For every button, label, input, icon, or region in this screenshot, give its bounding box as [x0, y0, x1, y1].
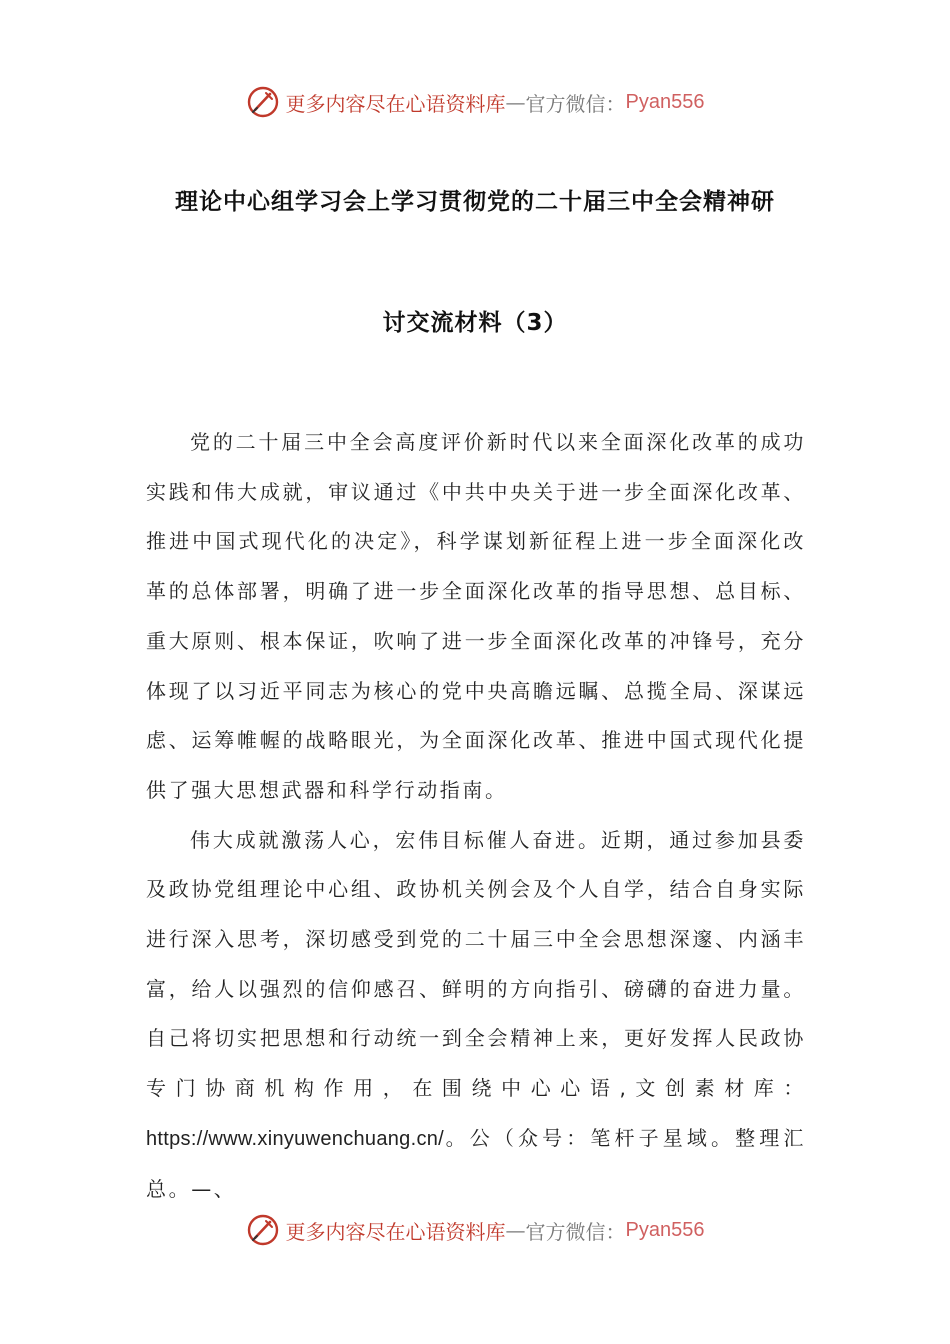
- pen-logo-icon: [246, 85, 280, 119]
- footer-watermark-banner: [0, 1210, 950, 1250]
- pen-logo-icon: [246, 1213, 280, 1247]
- header-watermark-banner: [0, 82, 950, 122]
- banner-dash: —: [505, 1218, 526, 1242]
- banner-wechat-id: Pyan556: [625, 1218, 705, 1241]
- paragraph-2-url: https://www.xinyuwenchuang.cn/: [146, 1127, 445, 1150]
- paragraph-2: [146, 816, 806, 1215]
- paragraph-2-text: 伟大成就激荡人心，宏伟目标催人奋进。近期，通过参加县委及政协党组理论中心组、政协机关例会及个人自学，结合自身实际进行深入思考，深切感受到党的二十届三中全会思想深邃、内涵丰富，给人以强烈的信仰感召、鲜明的方向指引、磅礴的奋进力量。自己将切实把思想和行动统一到全会精神上来，更好发挥人民政协专门协商机构作用，在围绕中心心语,文创素材库：: [146, 827, 806, 1101]
- paragraph-1: 党的二十届三中全会高度评价新时代以来全面深化改革的成功实践和伟大成就，审议通过《中共中央关于进一步全面深化改革、推进中国式现代化的决定》，科学谋划新征程上进一步全面深化改革的总体部署，明确了进一步全面深化改革的指导思想、总目标、重大原则、根本保证，吹响了进一步全面深化改革的冲锋号，充分体现了以习近平同志为核心的党中央高瞻远瞩、总揽全局、深谋远虑、运筹帷幄的战略眼光，为全面深化改革、推进中国式现代化提供了强大思想武器和科学行动指南。: [146, 430, 806, 802]
- banner-wechat-id: Pyan556: [625, 90, 705, 113]
- document-title-line-2: 讨交流材料（3）: [382, 310, 568, 336]
- banner-wechat-label: 官方微信：: [525, 1219, 626, 1244]
- banner-dash: —: [505, 90, 526, 114]
- document-title-line-1: 理论中心组学习会上学习贯彻党的二十届三中全会精神研: [175, 189, 775, 215]
- banner-wechat-label: 官方微信：: [525, 91, 626, 116]
- banner-site-name: 更多内容尽在心语资料库: [285, 1219, 506, 1244]
- banner-site-name: 更多内容尽在心语资料库: [285, 91, 506, 116]
- paragraph-2-tail: 。公（众号：笔杆子星域。整理汇总。—、: [146, 1125, 806, 1201]
- document-body: [146, 418, 806, 1214]
